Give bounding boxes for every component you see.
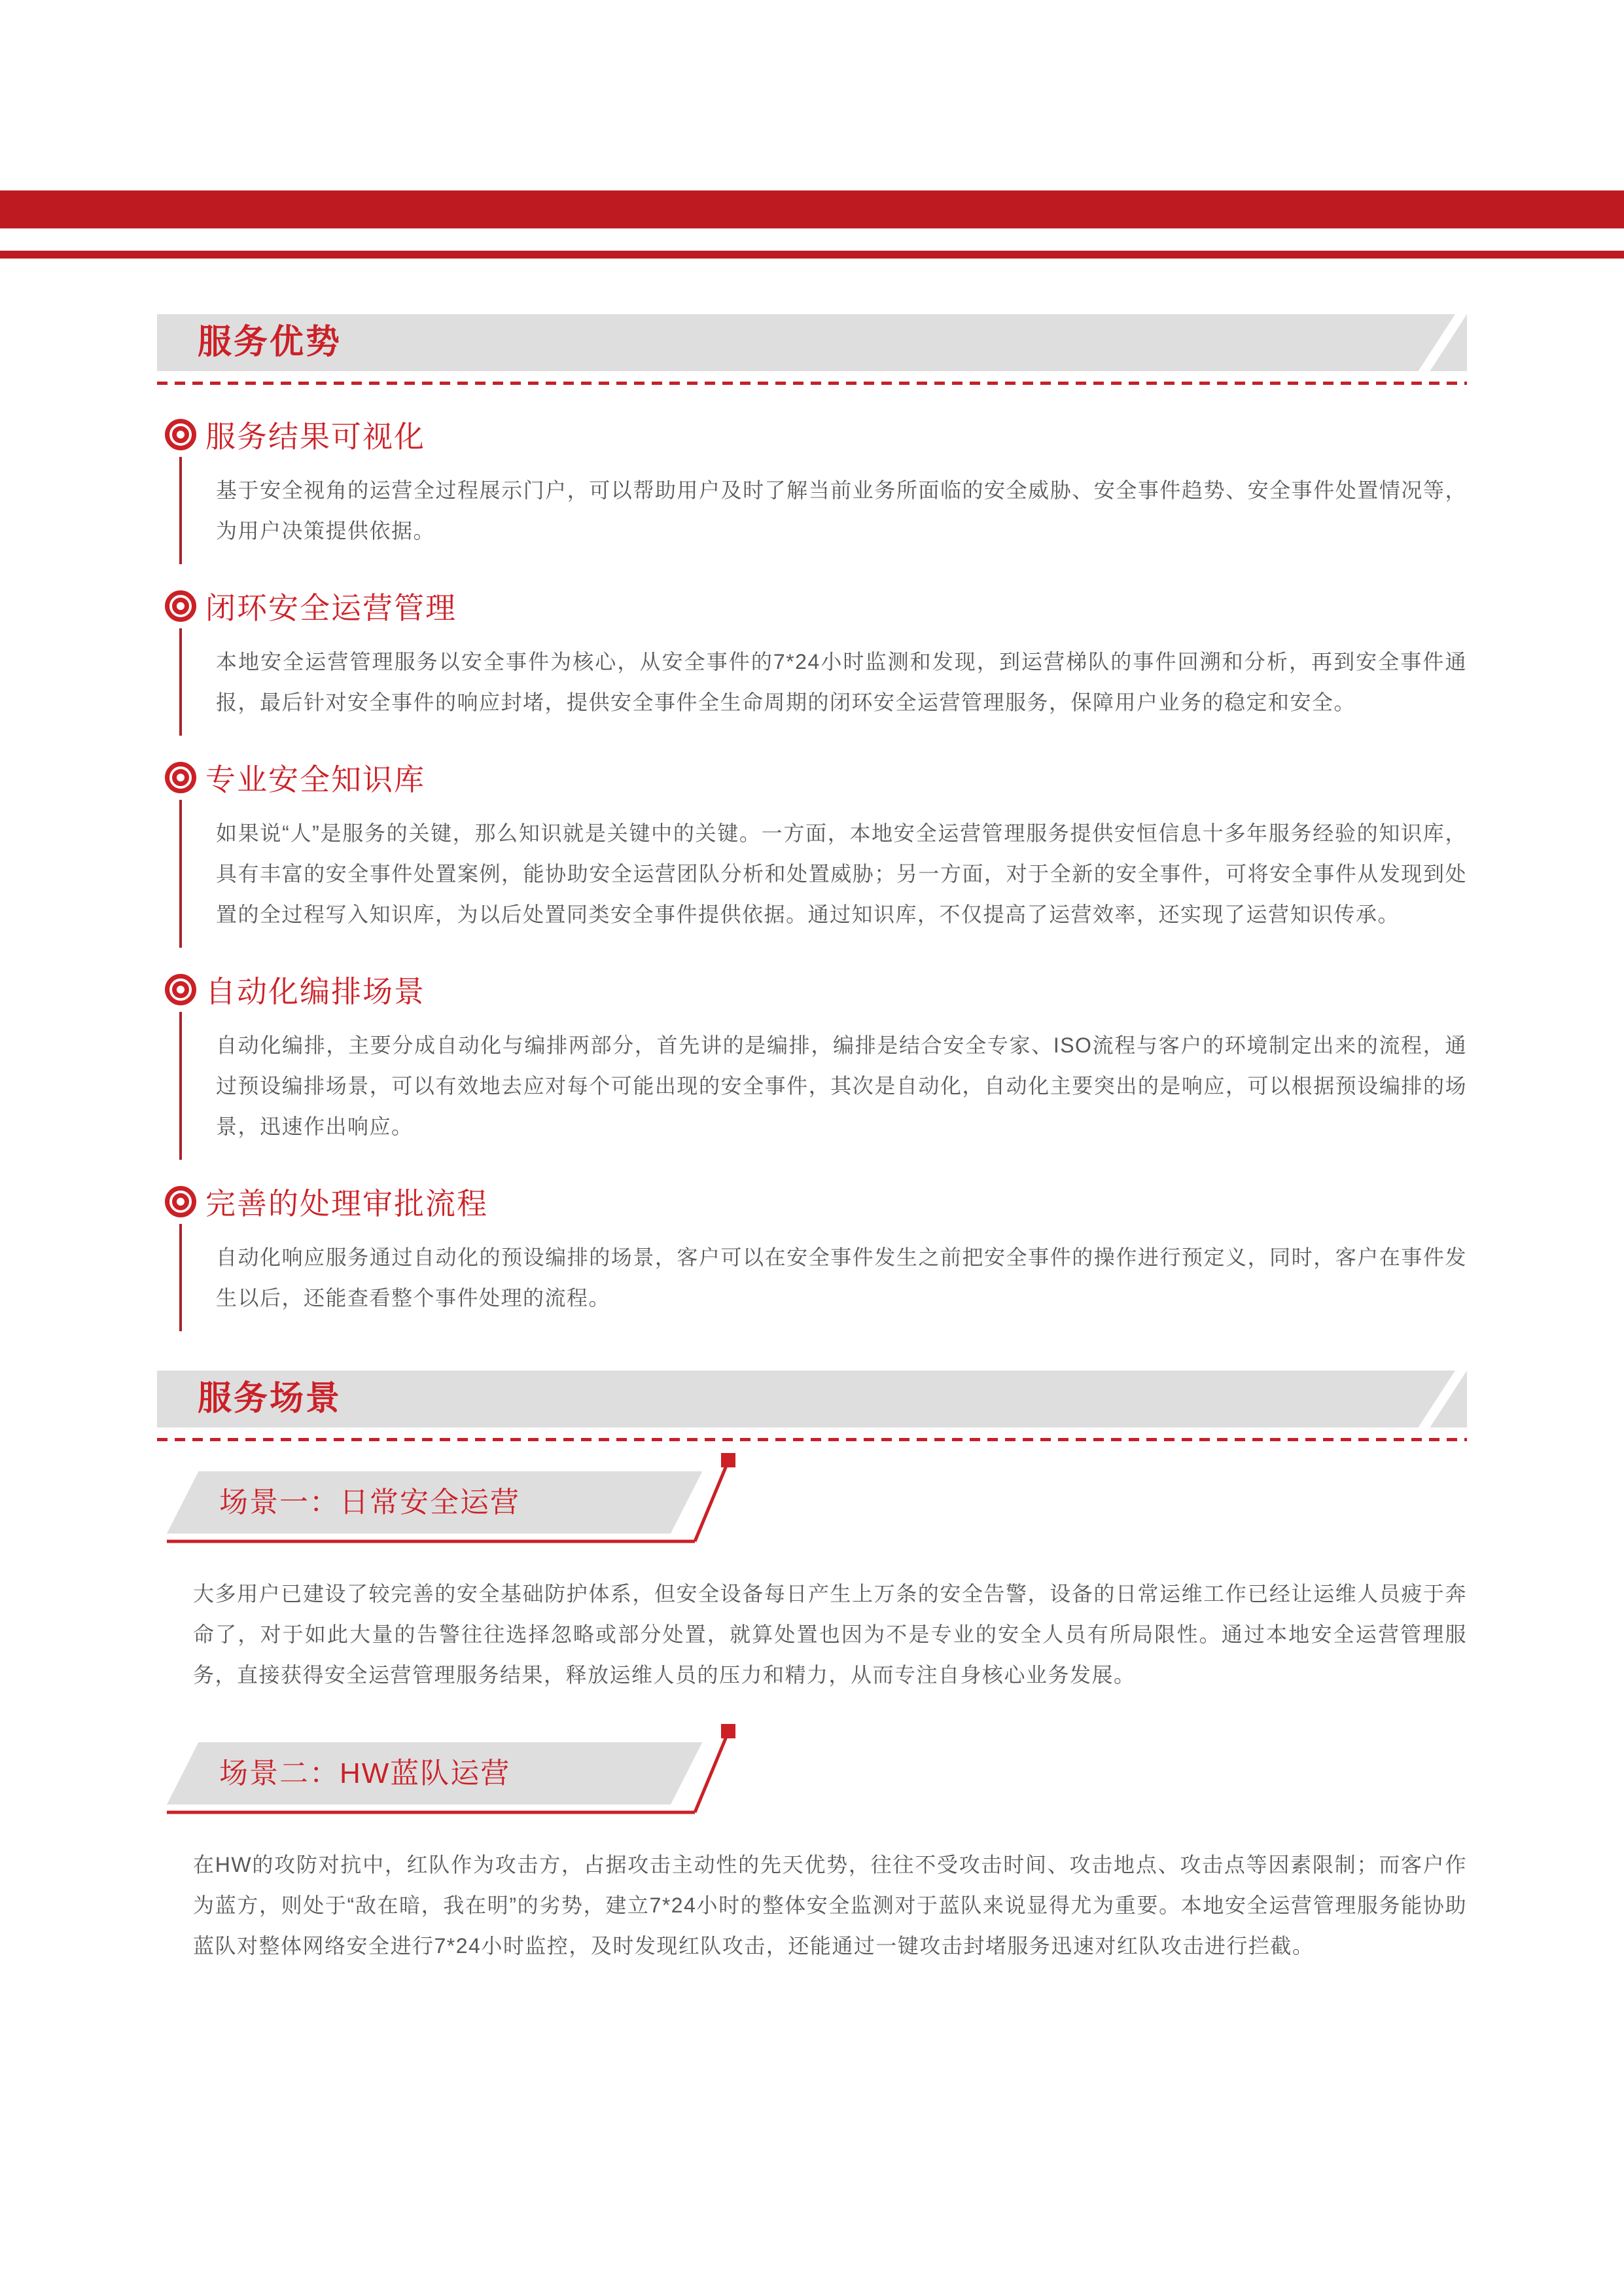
advantage-heading-row xyxy=(165,971,1467,1008)
bullseye-bullet-icon xyxy=(165,974,196,1005)
bullseye-bullet-icon xyxy=(165,1186,196,1217)
bullseye-bullet-icon xyxy=(165,762,196,793)
bullseye-inner-ring xyxy=(172,426,189,443)
section-connector-line xyxy=(179,1012,182,1160)
advantage-section xyxy=(157,759,1467,971)
advantage-section xyxy=(157,1183,1467,1355)
advantage-heading: 闭环安全运营管理 xyxy=(205,591,457,625)
bullseye-inner-ring xyxy=(172,769,189,786)
advantage-paragraph: 本地安全运营管理服务以安全事件为核心，从安全事件的7*24小时监测和发现，到运营梯队的事件回溯和分析，再到安全事件通报，最后针对安全事件的响应封堵，提供安全事件全生命周期的闭环安全运营管理服务，保障用户业务的稳定和安全。 xyxy=(216,650,1467,714)
advantage-heading-row xyxy=(165,588,1467,624)
advantage-heading-row xyxy=(165,759,1467,796)
bullseye-inner-ring xyxy=(172,598,189,615)
top-bar-secondary xyxy=(0,251,1624,259)
advantage-paragraph: 如果说“人”是服务的关键，那么知识就是关键中的关键。一方面，本地安全运营管理服务提供安恒信息十多年服务经验的知识库，具有丰富的安全事件处置案例，能协助安全运营团队分析和处置威胁；另一方面，对于全新的安全事件，可将安全事件从发现到处置的全过程写入知识库，为以后处置同类安全事件提供依据。通过知识库，不仅提高了运营效率，还实现了运营知识传承。 xyxy=(216,821,1467,926)
page-content xyxy=(157,314,1467,1966)
advantage-heading-row xyxy=(165,1183,1467,1220)
scenario-banner xyxy=(157,1742,1467,1816)
dashed-divider xyxy=(157,1438,1467,1441)
scenario-banner xyxy=(157,1471,1467,1545)
section-connector-line xyxy=(179,628,182,736)
section-connector-line xyxy=(179,800,182,948)
section-connector-line xyxy=(179,457,182,564)
scenario-paragraph: 在HW的攻防对抗中，红队作为攻击方，占据攻击主动性的先天优势，往往不受攻击时间、攻击地点、攻击点等因素限制；而客户作为蓝方，则处于“敌在暗，我在明”的劣势，建立7*24小时的整体安全监测对于蓝队来说显得尤为重要。本地安全运营管理服务能协助蓝队对整体网络安全进行7*24小时监控，及时发现红队攻击，还能通过一键攻击封堵服务迅速对红队攻击进行拦截。 xyxy=(193,1853,1467,1958)
advantage-paragraph: 自动化编排，主要分成自动化与编排两部分，首先讲的是编排，编排是结合安全专家、ISO流程与客户的环境制定出来的流程，通过预设编排场景，可以有效地去应对每个可能出现的安全事件，其次是自动化，自动化主要突出的是响应，可以根据预设编排的场景，迅速作出响应。 xyxy=(216,1033,1467,1138)
band-slash-decoration xyxy=(1411,314,1467,371)
advantage-section xyxy=(157,971,1467,1183)
dashed-divider xyxy=(157,382,1467,385)
bullseye-bullet-icon xyxy=(165,590,196,622)
scenario-banner-label: 场景一：日常安全运营 xyxy=(219,1486,520,1518)
advantage-paragraph: 自动化响应服务通过自动化的预设编排的场景，客户可以在安全事件发生之前把安全事件的操作进行预定义，同时，客户在事件发生以后，还能查看整个事件处理的流程。 xyxy=(216,1246,1467,1310)
scenarios-section-title: 服务场景 xyxy=(198,1380,342,1418)
advantage-section xyxy=(157,588,1467,759)
scenarios-section-band xyxy=(157,1371,1467,1427)
advantage-section xyxy=(157,416,1467,588)
advantage-heading-row xyxy=(165,416,1467,453)
advantage-heading: 服务结果可视化 xyxy=(205,420,425,454)
bullseye-inner-ring xyxy=(172,981,189,998)
advantage-paragraph: 基于安全视角的运营全过程展示门户，可以帮助用户及时了解当前业务所面临的安全威胁、安全事件趋势、安全事件处置情况等，为用户决策提供依据。 xyxy=(216,478,1467,543)
bullseye-inner-ring xyxy=(172,1193,189,1210)
bullseye-bullet-icon xyxy=(165,419,196,450)
top-bar-primary xyxy=(0,190,1624,228)
scenario-paragraph: 大多用户已建设了较完善的安全基础防护体系，但安全设备每日产生上万条的安全告警，设备的日常运维工作已经让运维人员疲于奔命了，对于如此大量的告警往往选择忽略或部分处置，就算处置也因为不是专业的安全人员有所局限性。通过本地安全运营管理服务，直接获得安全运营管理服务结果，释放运维人员的压力和精力，从而专注自身核心业务发展。 xyxy=(193,1582,1467,1687)
band-slash-decoration xyxy=(1411,1371,1467,1427)
advantages-section-title: 服务优势 xyxy=(198,323,342,361)
section-connector-line xyxy=(179,1224,182,1331)
scenario-banner-label: 场景二：HW蓝队运营 xyxy=(219,1757,511,1789)
advantage-heading: 自动化编排场景 xyxy=(205,975,425,1009)
advantage-heading: 专业安全知识库 xyxy=(205,762,425,797)
advantage-heading: 完善的处理审批流程 xyxy=(205,1187,488,1221)
advantages-section-band xyxy=(157,314,1467,371)
